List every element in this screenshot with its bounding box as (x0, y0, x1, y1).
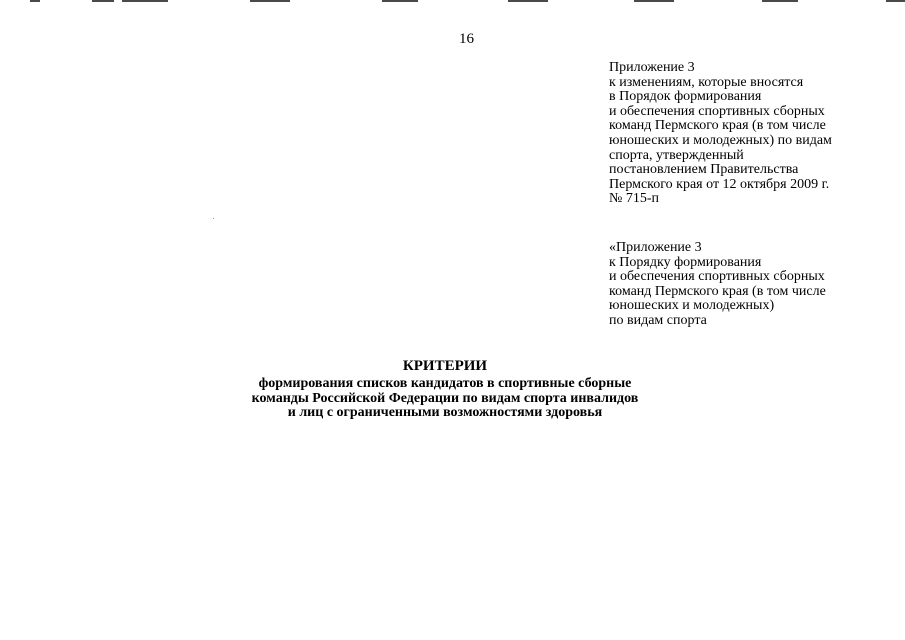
appendix-header-line: к изменениям, которые вносятся (609, 74, 804, 90)
appendix-header-line: Пермского края от 12 октября 2009 г. (609, 176, 830, 192)
scan-edge-mark (886, 0, 905, 2)
appendix-header-line: спорта, утвержденный (609, 147, 744, 163)
criteria-subtitle-line: команды Российской Федерации по видам спорта инвалидов (251, 390, 639, 406)
appendix-quote-line: к Порядку формирования (609, 254, 762, 270)
appendix-header-line: команд Пермского края (в том числе (609, 118, 826, 134)
appendix-quote-line: и обеспечения спортивных сборных (609, 269, 825, 285)
appendix-header (609, 61, 832, 207)
scan-edge-mark (92, 0, 114, 2)
appendix-quote (609, 241, 826, 329)
appendix-quote-line: по видам спорта (609, 312, 707, 328)
appendix-header-line: в Порядок формирования (609, 89, 762, 105)
appendix-header-line: и обеспечения спортивных сборных (609, 103, 825, 119)
appendix-quote-line: юношеских и молодежных) (609, 298, 775, 314)
appendix-header-line: юношеских и молодежных) по видам (609, 132, 832, 148)
appendix-quote-line: команд Пермского края (в том числе (609, 283, 826, 299)
page-number: 16 (459, 31, 474, 47)
scan-edge-mark (382, 0, 418, 2)
criteria-subtitle (210, 377, 680, 421)
criteria-subtitle-line: формирования списков кандидатов в спортивные сборные (258, 376, 632, 391)
scan-edge-mark (30, 0, 40, 2)
appendix-quote-line: «Приложение 3 (609, 240, 702, 255)
scan-speck (213, 218, 214, 219)
appendix-header-line: Приложение 3 (609, 60, 695, 75)
appendix-header-line: постановлением Правительства (609, 162, 799, 178)
scan-edge-mark (122, 0, 168, 2)
scan-edge-mark (250, 0, 290, 2)
criteria-title: КРИТЕРИИ (402, 358, 488, 374)
scan-edge-mark (762, 0, 798, 2)
criteria-subtitle-line: и лиц с ограниченными возможностями здоровья (287, 405, 603, 420)
scan-edge-mark (508, 0, 548, 2)
appendix-header-line: № 715-п (609, 191, 660, 207)
scan-edge-mark (634, 0, 674, 2)
